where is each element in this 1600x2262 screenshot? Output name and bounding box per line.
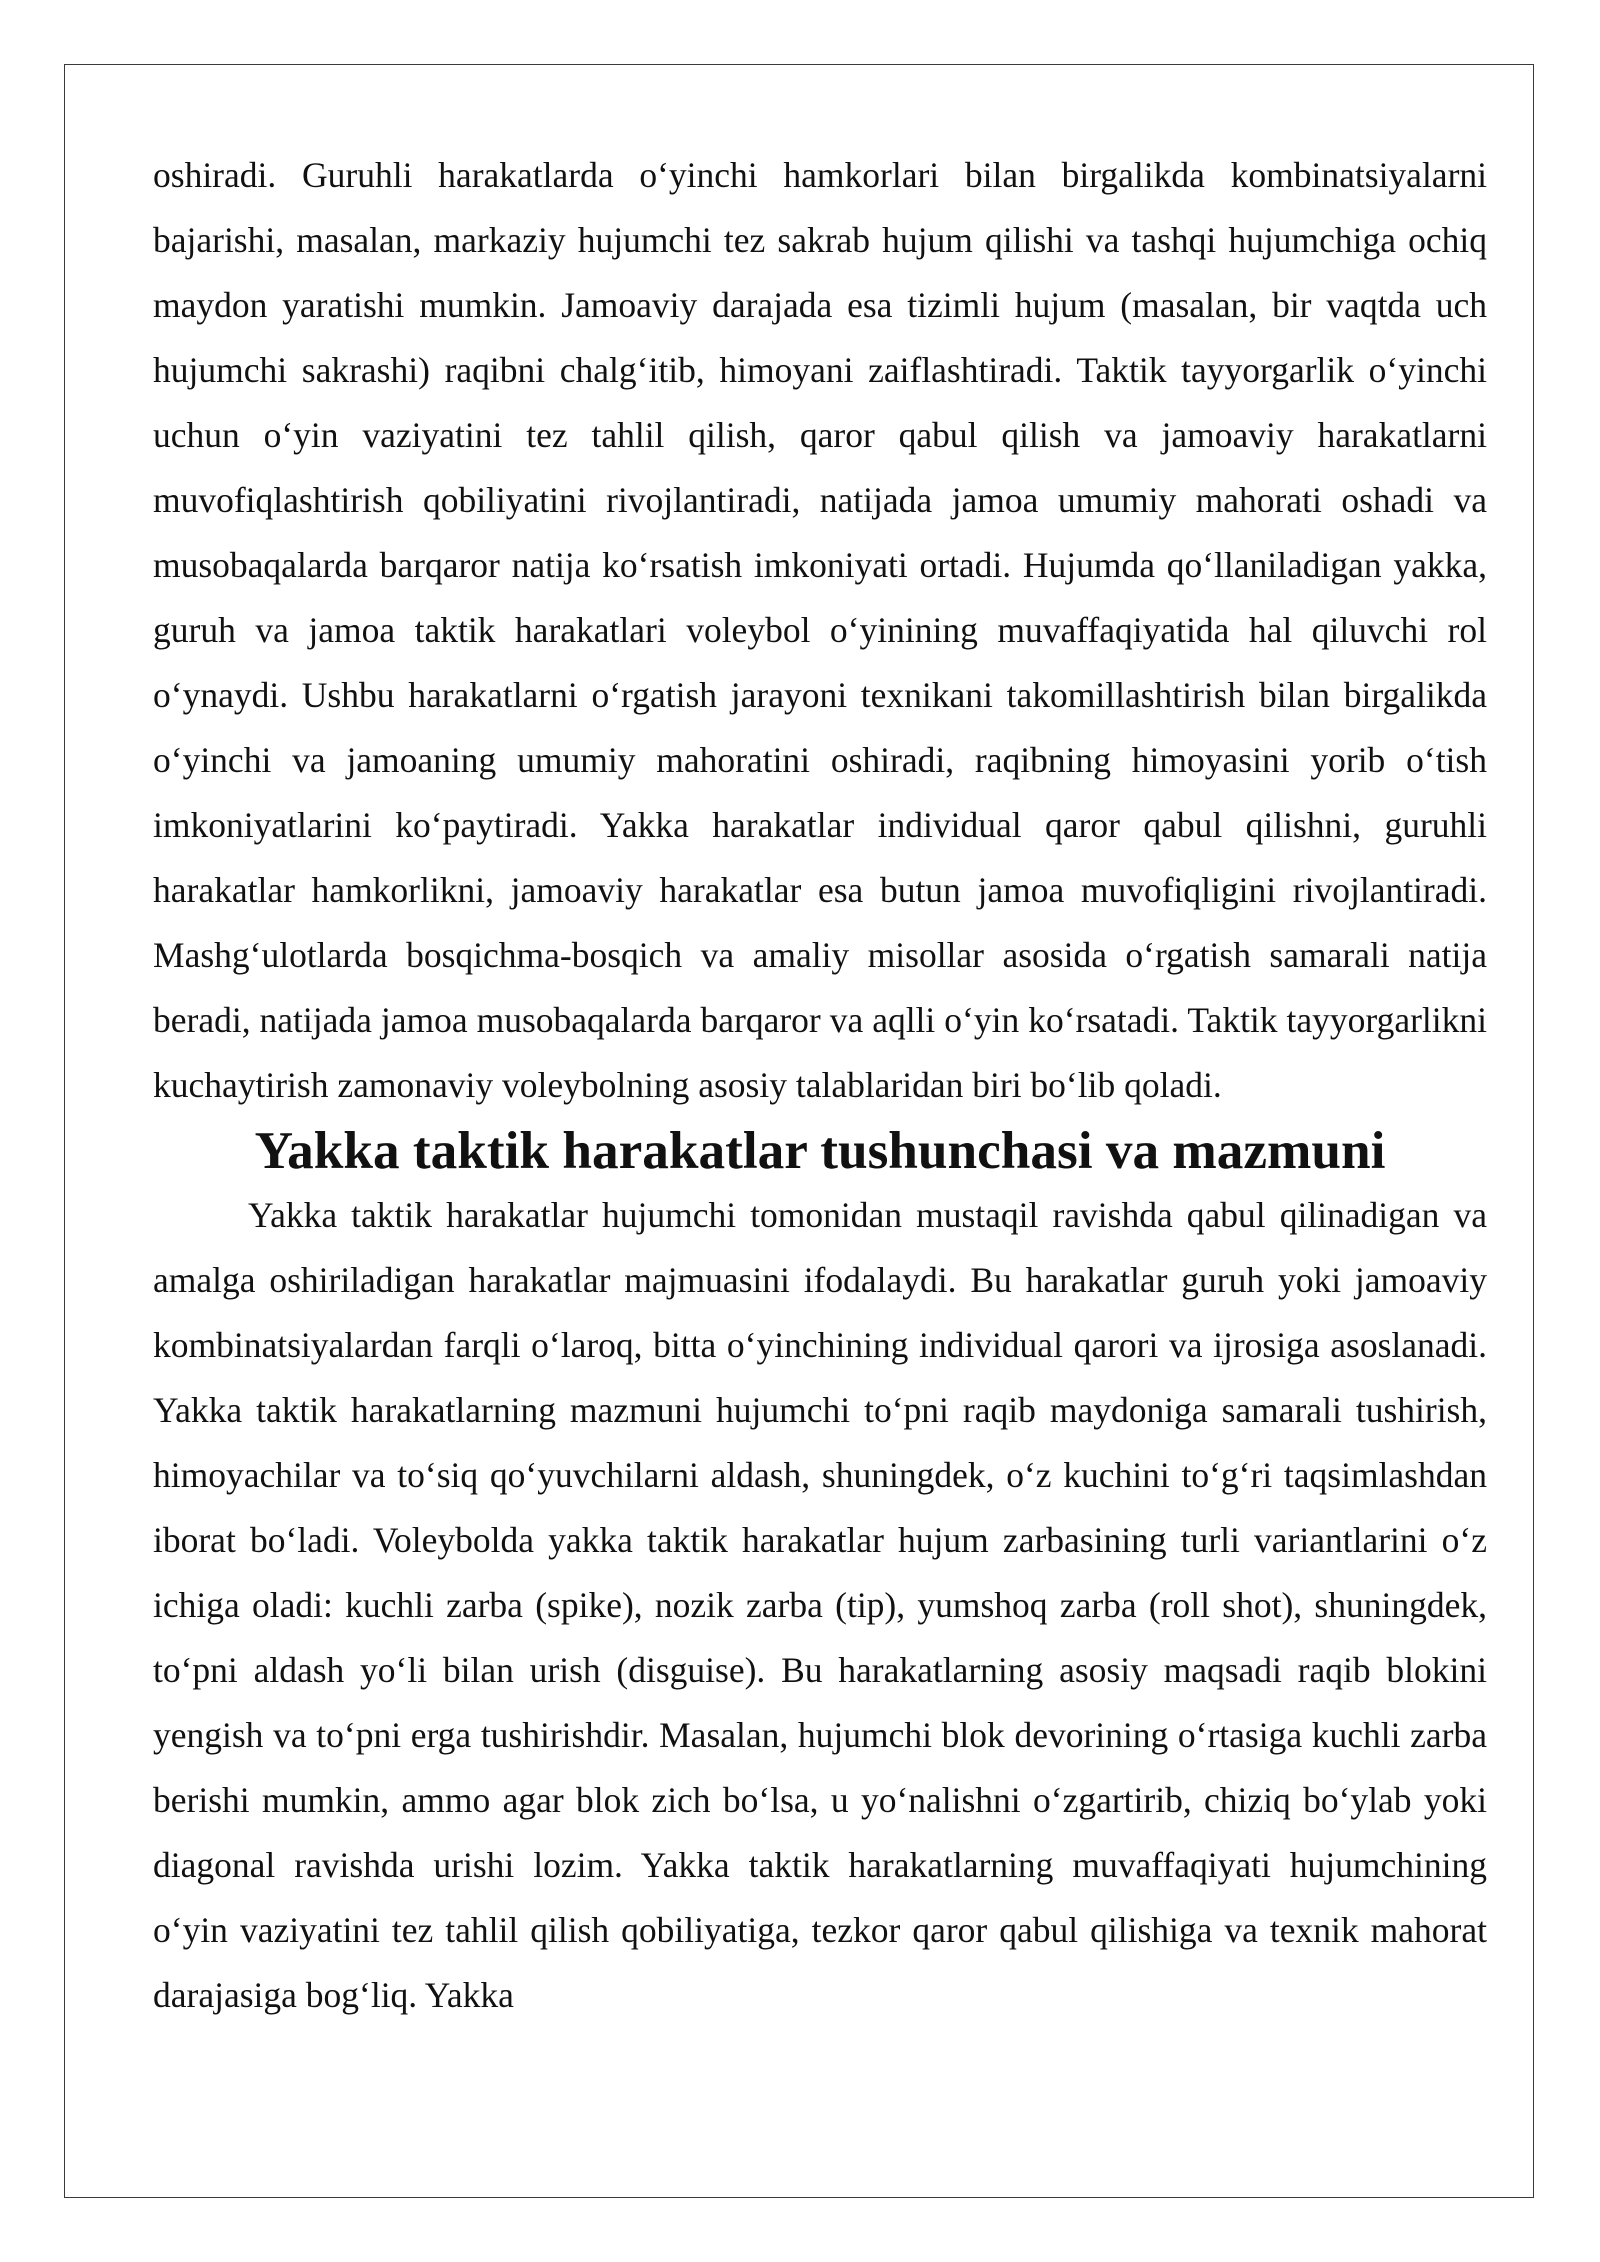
- continued-paragraph: oshiradi. Guruhli harakatlarda o‘yinchi hamkorlari bilan birgalikda kombinatsiyalarni bajarishi, masalan, markaziy hujumchi tez sakrab hujum qilishi va tashqi hujumchiga ochiq maydon yaratishi mumkin. Jamoaviy darajada esa tizimli hujum (masalan, bir vaqtda uch hujumchi sakrashi) raqibni chalg‘itib, himoyani zaiflashtiradi. Taktik tayyorgarlik o‘yinchi uchun o‘yin vaziyatini tez tahlil qilish, qaror qabul qilish va jamoaviy harakatlarni muvofiqlashtirish qobiliyatini rivojlantiradi, natijada jamoa umumiy mahorati oshadi va musobaqalarda barqaror natija ko‘rsatish imkoniyati ortadi. Hujumda qo‘llaniladigan yakka, guruh va jamoa taktik harakatlari voleybol o‘yinining muvaffaqiyatida hal qiluvchi rol o‘ynaydi. Ushbu harakatlarni o‘rgatish jarayoni texnikani takomillashtirish bilan birgalikda o‘yinchi va jamoaning umumiy mahoratini oshiradi, raqibning himoyasini yorib o‘tish imkoniyatlarini ko‘paytiradi. Yakka harakatlar individual qaror qabul qilishni, guruhli harakatlar hamkorlikni, jamoaviy harakatlar esa butun jamoa muvofiqligini rivojlantiradi. Mashg‘ulotlarda bosqichma-bosqich va amaliy misollar asosida o‘rgatish samarali natija beradi, natijada jamoa musobaqalarda barqaror va aqlli o‘yin ko‘rsatadi. Taktik tayyorgarlikni kuchaytirish zamonaviy voleybolning asosiy talablaridan biri bo‘lib qoladi.: [153, 155, 1487, 1105]
- section-paragraph: Yakka taktik harakatlar hujumchi tomonidan mustaqil ravishda qabul qilinadigan va amalga oshiriladigan harakatlar majmuasini ifodalaydi. Bu harakatlar guruh yoki jamoaviy kombinatsiyalardan farqli o‘laroq, bitta o‘yinchining individual qarori va ijrosiga asoslanadi. Yakka taktik harakatlarning mazmuni hujumchi to‘pni raqib maydoniga samarali tushirish, himoyachilar va to‘siq qo‘yuvchilarni aldash, shuningdek, o‘z kuchini to‘g‘ri taqsimlashdan iborat bo‘ladi. Voleybolda yakka taktik harakatlar hujum zarbasining turli variantlarini o‘z ichiga oladi: kuchli zarba (spike), nozik zarba (tip), yumshoq zarba (roll shot), shuningdek, to‘pni aldash yo‘li bilan urish (disguise). Bu harakatlarning asosiy maqsadi raqib blokini yengish va to‘pni erga tushirishdir. Masalan, hujumchi blok devorining o‘rtasiga kuchli zarba berishi mumkin, ammo agar blok zich bo‘lsa, u yo‘nalishni o‘zgartirib, chiziq bo‘ylab yoki diagonal ravishda urishi lozim. Yakka taktik harakatlarning muvaffaqiyati hujumchining o‘yin vaziyatini tez tahlil qilish qobiliyatiga, tezkor qaror qabul qilishiga va texnik mahorat darajasiga bog‘liq. Yakka: [153, 1195, 1487, 2015]
- section-heading: Yakka taktik harakatlar tushunchasi va mazmuni: [254, 1121, 1386, 1180]
- document-body: [153, 143, 1487, 2028]
